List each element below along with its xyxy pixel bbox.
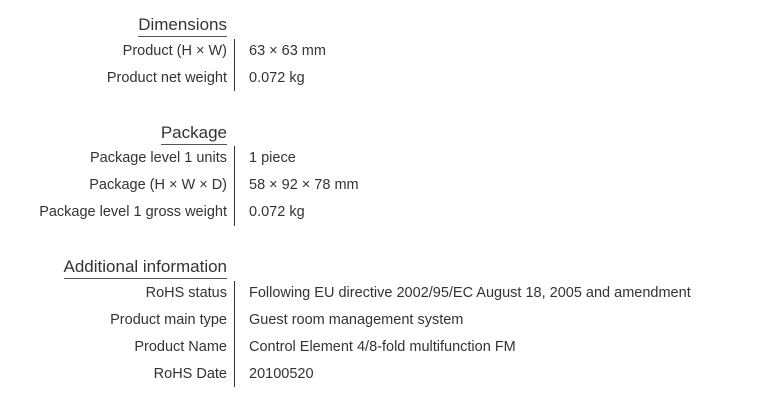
- spec-label: Product (H × W): [122, 43, 227, 59]
- spec-value: 20100520: [249, 366, 314, 382]
- spec-row-product-main-type: [0, 307, 780, 334]
- spec-value: Guest room management system: [249, 312, 464, 328]
- spec-row-product-weight: [0, 65, 780, 92]
- spec-row-product-name: [0, 334, 780, 361]
- spec-label: Product Name: [134, 339, 227, 355]
- section-title-dimensions: Dimensions: [138, 15, 227, 37]
- spec-row-package-units: [0, 145, 780, 172]
- spec-label: Product main type: [110, 312, 227, 328]
- spec-row-rohs-status: [0, 280, 780, 307]
- spec-value: Control Element 4/8-fold multifunction FM: [249, 339, 516, 355]
- spec-row-rohs-date: [0, 361, 780, 388]
- spec-row-product-size: [0, 38, 780, 65]
- spec-label: Package (H × W × D): [89, 177, 227, 193]
- spec-row-package-weight: [0, 199, 780, 226]
- spec-row-package-dimensions: [0, 172, 780, 199]
- spec-value: 63 × 63 mm: [249, 43, 326, 59]
- spec-label: Package level 1 gross weight: [39, 204, 227, 220]
- spec-value: 0.072 kg: [249, 204, 305, 220]
- spec-label: RoHS Date: [153, 366, 227, 382]
- spec-label: Product net weight: [106, 70, 227, 86]
- section-title-additional-information: Additional information: [64, 257, 227, 279]
- section-title-package: Package: [161, 123, 227, 145]
- spec-label: Package level 1 units: [89, 150, 227, 166]
- spec-value: 58 × 92 × 78 mm: [249, 177, 359, 193]
- spec-value: Following EU directive 2002/95/EC August 18, 2005 and amendment: [249, 285, 691, 301]
- spec-label: RoHS status: [145, 285, 227, 301]
- spec-value: 0.072 kg: [249, 70, 305, 86]
- spec-value: 1 piece: [249, 150, 296, 166]
